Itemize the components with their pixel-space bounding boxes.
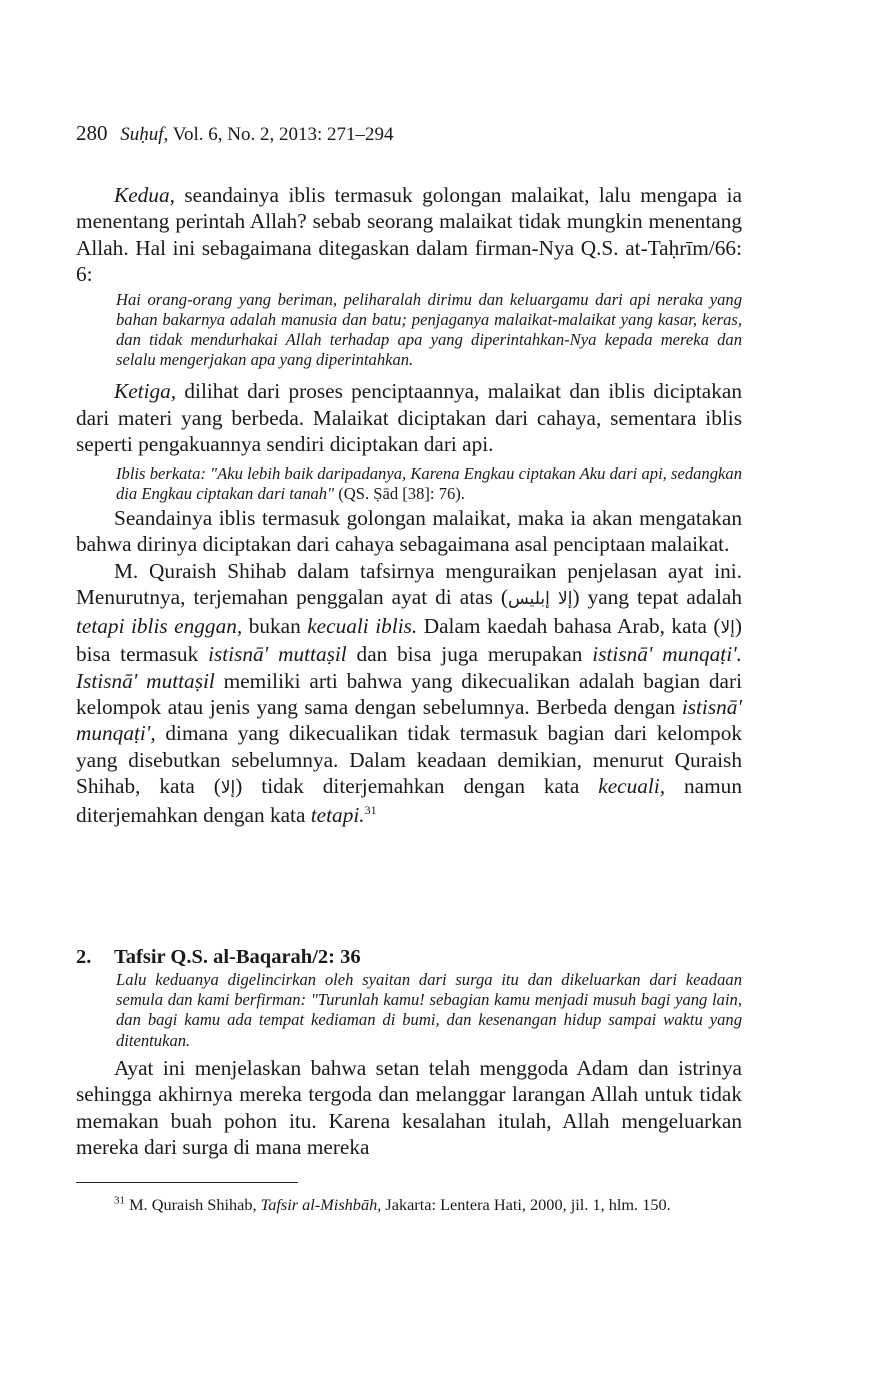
text-run: M. Quraish Shihab dalam tafsirnya menguraikan penjelasan ayat ini. Menurutnya, terjemahan penggalan ayat di atas ( bbox=[76, 558, 742, 610]
italic-term: kecuali iblis. bbox=[307, 613, 418, 638]
text-run: ) bisa termasuk bbox=[76, 613, 742, 667]
paragraph-text: dilihat dari proses penciptaannya, malaikat dan iblis diciptakan dari materi yang berbeda. Malaikat diciptakan dari cahaya, sementara iblis seperti pengakuannya sendiri diciptakan dari api. bbox=[76, 379, 742, 457]
paragraph-ayat-ini bbox=[76, 1055, 742, 1161]
text-run: memiliki arti bahwa yang dikecualikan adalah bagian dari kelompok atau jenis yang sama dengan sebelumnya. Berbeda dengan bbox=[76, 668, 743, 719]
paragraph-lead: Ketiga, bbox=[114, 379, 177, 404]
quote-text: Lalu keduanya digelincirkan oleh syaitan dari surga itu dan dikeluarkan dari keadaan semula dan kami berfirman: "Turunlah kamu! sebagian kamu menjadi musuh bagi yang lain, dan bagi kamu ada tempat kediaman di bumi, dan kesenangan hidup sampai waktu yang ditentukan. bbox=[116, 970, 742, 1050]
italic-term: istisnā' muttaṣil bbox=[208, 642, 347, 667]
section-heading bbox=[76, 944, 742, 970]
main-text-top bbox=[76, 182, 742, 828]
paragraph-quraish-shihab bbox=[76, 558, 742, 828]
footnote-31 bbox=[76, 1194, 742, 1216]
italic-term: istisnā' munqaṭi'. bbox=[592, 642, 742, 667]
paragraph-seandainya bbox=[76, 505, 742, 558]
volume-info: Vol. 6, No. 2, 2013: 271–294 bbox=[172, 124, 394, 145]
italic-term: tetapi iblis enggan, bbox=[76, 613, 243, 638]
quote-al-baqarah bbox=[116, 970, 742, 1051]
footnote-book-title: Tafsir al-Mishbāh, bbox=[260, 1195, 382, 1214]
paragraph-text: seandainya iblis termasuk golongan malaikat, lalu mengapa ia menentang perintah Allah? sebab seorang malaikat tidak mungkin menentang Allah. Hal ini sebagaimana ditegaskan dalam firman-Nya Q.S. at-Taḥrīm/66: 6: bbox=[76, 183, 742, 287]
text-run: ) tidak diterjemahkan dengan kata bbox=[235, 774, 599, 799]
arabic-word: إلا bbox=[220, 778, 236, 799]
italic-term: Istisnā' muttaṣil bbox=[76, 668, 215, 693]
arabic-word: إلا bbox=[720, 617, 735, 638]
quote-text: Hai orang-orang yang beriman, peliharalah dirimu dan keluargamu dari api neraka yang bahan bakarnya adalah manusia dan batu; penjaganya malaikat-malaikat yang kasar, keras, dan tidak mendurhakai Allah terhadap apa yang diperintahkan-Nya kepada mereka dan selalu mengerjakan apa yang diperintahkan. bbox=[116, 289, 742, 370]
paragraph-text: Ayat ini menjelaskan bahwa setan telah menggoda Adam dan istrinya sehingga akhirnya mereka tergoda dan melanggar larangan Allah untuk tidak memakan buah pohon itu. Karena kesalahan itulah, Allah mengeluarkan mereka dari surga di mana mereka bbox=[76, 1055, 742, 1160]
quote-at-tahrim bbox=[116, 290, 742, 371]
page-number: 280 bbox=[76, 121, 108, 145]
section-title: Tafsir Q.S. al-Baqarah/2: 36 bbox=[114, 946, 361, 968]
italic-term: istisnā' munqaṭi', bbox=[76, 694, 742, 746]
text-run: dimana yang dikecualikan tidak termasuk bagian dari kelompok yang disebutkan sebelumnya. Dalam keadaan demikian, menurut Quraish Shihab, kata ( bbox=[76, 721, 742, 799]
text-run: ) yang tepat adalah bbox=[572, 585, 743, 610]
italic-term: kecuali, bbox=[598, 774, 666, 799]
footnote-reference[interactable]: 31 bbox=[364, 802, 377, 817]
italic-term: tetapi. bbox=[310, 802, 365, 827]
section-number: 2. bbox=[76, 946, 92, 968]
text-run: dan bisa juga merupakan bbox=[346, 642, 593, 667]
footnote-number: 31 bbox=[114, 1194, 125, 1207]
footnote-divider bbox=[76, 1182, 298, 1183]
paragraph-text: Seandainya iblis termasuk golongan malaikat, maka ia akan mengatakan bahwa dirinya diciptakan dari cahaya sebagaimana asal penciptaan malaikat. bbox=[76, 506, 742, 557]
paragraph-kedua bbox=[76, 182, 742, 288]
text-run: bukan bbox=[242, 613, 308, 638]
running-header bbox=[76, 121, 394, 146]
arabic-phrase: إلا إبليس bbox=[508, 589, 573, 610]
text-run: Jakarta: Lentera Hati, 2000, jil. 1, hlm. 150. bbox=[381, 1195, 671, 1214]
paragraph-lead: Kedua, bbox=[114, 183, 175, 207]
text-run: M. Quraish Shihab, bbox=[125, 1195, 261, 1214]
quote-sad bbox=[116, 464, 742, 504]
quote-text: Iblis berkata: "Aku lebih baik daripadanya, Karena Engkau ciptakan Aku dari api, sedangkan dia Engkau ciptakan dari tanah" bbox=[116, 463, 742, 503]
main-text-bottom bbox=[76, 944, 742, 1160]
paragraph-ketiga bbox=[76, 378, 742, 457]
text-run: namun diterjemahkan dengan kata bbox=[76, 774, 742, 827]
text-run: Dalam kaedah bahasa Arab, kata ( bbox=[417, 613, 721, 638]
journal-name: Suḥuf, bbox=[120, 124, 169, 145]
quote-reference: (QS. Ṣād [38]: 76). bbox=[334, 483, 465, 503]
